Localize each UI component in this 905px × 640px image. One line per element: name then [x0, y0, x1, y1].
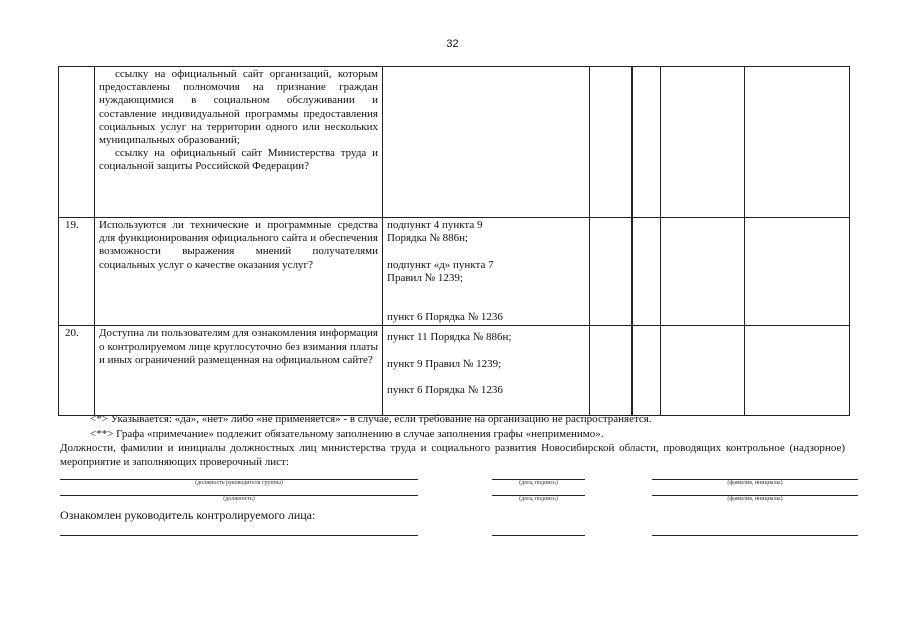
signature-line[interactable]	[60, 535, 418, 536]
row-number	[59, 67, 95, 218]
reference-line	[387, 245, 585, 258]
signature-line[interactable]	[492, 535, 585, 536]
question-text: Используются ли технические и программные средства для функционирования официального сайта и обеспечения возможности выражения мнений получателями социальных услуг о качестве оказания услуг?	[99, 219, 378, 271]
answer-cell[interactable]	[661, 218, 745, 326]
reference-line: пункт 9 Правил № 1239;	[387, 357, 502, 370]
reference-line	[387, 371, 585, 384]
table-row	[59, 67, 850, 218]
question-text: Доступна ли пользователям для ознакомления информация о контролируемом лице круглосуточно без взимания платы и иных ограничений размещенная на официальном сайте?	[99, 327, 378, 366]
remark-cell[interactable]	[745, 326, 850, 416]
question-text: ссылку на официальный сайт Министерства труда и социальной защиты Российской Федерации?	[99, 147, 378, 173]
table-row	[59, 326, 850, 416]
signature-line[interactable]	[652, 535, 858, 536]
footnote-1: <*> Указывается: «да», «нет» либо «не применяется» - в случае, если требование на организацию не распространяется.	[90, 413, 652, 425]
remark-cell[interactable]	[745, 67, 850, 218]
answer-cell[interactable]	[590, 326, 632, 416]
footnote-2: <**> Графа «примечание» подлежит обязательному заполнению в случае заполнения графы «неприменимо».	[90, 428, 604, 440]
remark-cell[interactable]	[745, 218, 850, 326]
signature-caption: (должность)	[223, 496, 255, 502]
reference-line: Правил № 1239;	[387, 271, 463, 284]
reference-line: подпункт 4 пункта 9	[387, 219, 483, 231]
signature-caption: (дата, подпись)	[519, 496, 558, 502]
reference-cell	[383, 218, 590, 326]
reference-line: пункт 6 Порядка № 1236	[387, 384, 503, 397]
reference-cell	[383, 326, 590, 416]
row-number: 20.	[59, 326, 95, 416]
reference-cell	[383, 67, 590, 218]
reference-line: Порядка № 886н;	[387, 232, 469, 245]
signature-caption: (дата, подпись)	[519, 480, 558, 486]
question-cell	[95, 326, 383, 416]
reference-line: пункт 6 Порядка № 1236	[387, 311, 503, 324]
signature-caption: (фамилия, инициалы)	[727, 480, 783, 486]
page-number: 32	[446, 38, 459, 50]
signature-caption: (должность руководителя группы)	[195, 480, 283, 486]
reference-line: пункт 11 Порядка № 886н;	[387, 331, 512, 344]
question-text: ссылку на официальный сайт организаций, которым предоставлены полномочия на признание граждан нуждающимися в социальном обслуживании и составление индивидуальной программы предоставления социальных услуг на территории одного или нескольких муниципальных образований;	[99, 68, 378, 147]
answer-cell[interactable]	[632, 218, 661, 326]
table-row	[59, 218, 850, 326]
question-cell	[95, 218, 383, 326]
question-cell	[95, 67, 383, 218]
row-number: 19.	[59, 218, 95, 326]
answer-cell[interactable]	[661, 67, 745, 218]
answer-cell[interactable]	[590, 218, 632, 326]
answer-cell[interactable]	[590, 67, 632, 218]
answer-cell[interactable]	[632, 67, 661, 218]
reference-line: подпункт «д» пункта 7	[387, 258, 494, 271]
reference-line	[387, 345, 585, 358]
signature-caption: (фамилия, инициалы)	[727, 496, 783, 502]
answer-cell[interactable]	[661, 326, 745, 416]
acquainted-label: Ознакомлен руководитель контролируемого лица:	[60, 508, 316, 522]
reference-line	[387, 285, 585, 298]
checklist-table	[58, 66, 850, 416]
answer-cell[interactable]	[632, 326, 661, 416]
officials-paragraph: Должности, фамилии и инициалы должностных лиц министерства труда и социального развития Новосибирской области, проводящих контрольное (надзорное) мероприятие и заполняющих проверочный лист:	[60, 442, 845, 468]
